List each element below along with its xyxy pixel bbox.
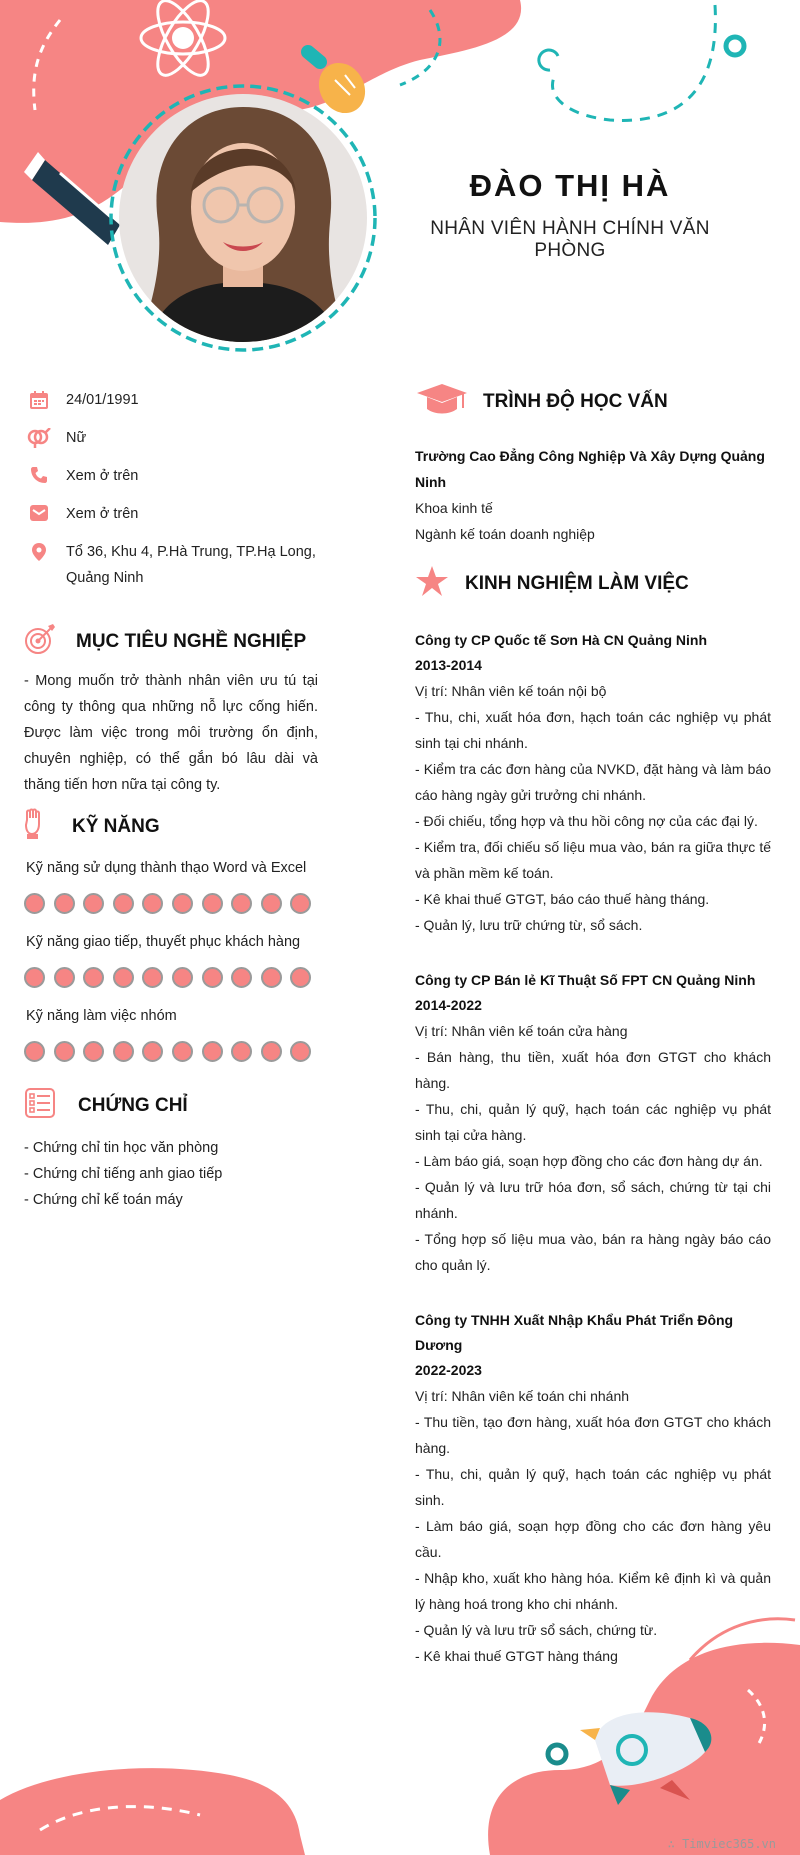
skill-dot [231, 967, 252, 988]
watermark-text: Timviec365.vn [682, 1837, 776, 1851]
skill-dot [172, 1041, 193, 1062]
skill-dot [261, 1041, 282, 1062]
info-phone [26, 466, 326, 490]
job-company: Công ty CP Bán lẻ Kĩ Thuật Số FPT CN Quảng Ninh [415, 972, 756, 988]
skill-dot [83, 893, 104, 914]
skill-rating-2 [24, 967, 320, 988]
address-text: Tổ 36, Khu 4, P.Hà Trung, TP.Hạ Long, Quảng Ninh [66, 544, 316, 586]
certificates-list [24, 1135, 324, 1213]
job-duty: - Đối chiếu, tổng hợp và thu hồi công nợ của các đại lý. [415, 813, 758, 829]
skills-title: KỸ NĂNG [72, 815, 160, 837]
avatar [118, 92, 368, 344]
raised-fist-icon [24, 808, 46, 845]
job-entry-2 [415, 968, 771, 1278]
job-position: Vị trí: Nhân viên kế toán nội bộ [415, 683, 607, 699]
job-duty: - Bán hàng, thu tiền, xuất hóa đơn GTGT cho khách hàng. [415, 1049, 771, 1091]
skill-dot [261, 967, 282, 988]
skill-dot [113, 893, 134, 914]
job-position: Vị trí: Nhân viên kế toán chi nhánh [415, 1388, 630, 1404]
skill-dot [290, 1041, 311, 1062]
certificate-item: - Chứng chỉ kế toán máy [24, 1192, 183, 1208]
education-block [415, 443, 785, 547]
job-years: 2013-2014 [415, 657, 482, 673]
dob-text: 24/01/1991 [66, 392, 139, 408]
info-email [26, 504, 326, 528]
info-dob [26, 390, 326, 414]
skill-dot [54, 893, 75, 914]
skill-label-3: Kỹ năng làm việc nhóm [26, 1008, 177, 1024]
skill-dot [231, 893, 252, 914]
job-duty: - Quản lý và lưu trữ sổ sách, chứng từ. [415, 1622, 658, 1638]
education-title: TRÌNH ĐỘ HỌC VẤN [483, 390, 668, 412]
location-pin-icon [26, 542, 52, 566]
certificate-item: - Chứng chỉ tiếng anh giao tiếp [24, 1166, 223, 1182]
job-duty: - Thu tiền, tạo đơn hàng, xuất hóa đơn GTGT cho khách hàng. [415, 1414, 771, 1456]
skill-dot [290, 893, 311, 914]
skill-dot [231, 1041, 252, 1062]
info-gender [26, 428, 326, 452]
skill-label-1: Kỹ năng sử dụng thành thạo Word và Excel [26, 860, 307, 876]
skill-dot [113, 1041, 134, 1062]
job-duty: - Quản lý và lưu trữ hóa đơn, sổ sách, chứng từ tại chi nhánh. [415, 1179, 771, 1221]
skill-dot [261, 893, 282, 914]
skill-dot [202, 967, 223, 988]
objective-heading [24, 623, 306, 660]
info-address [26, 542, 326, 591]
email-text: Xem ở trên [66, 506, 139, 522]
job-years: 2014-2022 [415, 997, 482, 1013]
skill-dot [172, 967, 193, 988]
job-position: Vị trí: Nhân viên kế toán cửa hàng [415, 1023, 628, 1039]
skill-dot [24, 893, 45, 914]
experience-title: KINH NGHIỆM LÀM VIỆC [465, 572, 689, 594]
target-icon [24, 623, 56, 660]
job-company: Công ty CP Quốc tế Sơn Hà CN Quảng Ninh [415, 632, 708, 648]
job-duty: - Làm báo giá, soạn hợp đồng cho các đơn hàng yêu cầu. [415, 1518, 771, 1560]
job-years: 2022-2023 [415, 1362, 482, 1378]
job-duty: - Kê khai thuế GTGT hàng tháng [415, 1648, 618, 1664]
candidate-name: ĐÀO THỊ HÀ [469, 168, 671, 203]
skill-dot [142, 1041, 163, 1062]
job-company: Công ty TNHH Xuất Nhập Khẩu Phát Triển Đông Dương [415, 1312, 734, 1353]
skill-rating-1 [24, 893, 320, 914]
graduation-cap-icon [415, 382, 469, 421]
job-duty: - Quản lý, lưu trữ chứng từ, sổ sách. [415, 917, 643, 933]
job-duty: - Kiểm tra các đơn hàng của NVKD, đặt hàng và làm báo cáo hàng ngày gửi trưởng chi nhánh. [415, 761, 771, 803]
email-icon [26, 504, 52, 528]
job-duty: - Thu, chi, quản lý quỹ, hạch toán các nghiệp vụ phát sinh. [415, 1466, 771, 1508]
skill-dot [54, 1041, 75, 1062]
skill-dot [54, 967, 75, 988]
skill-dot [83, 1041, 104, 1062]
phone-icon [26, 466, 52, 490]
star-icon [415, 565, 449, 602]
calendar-icon [26, 390, 52, 414]
job-duty: - Thu, chi, xuất hóa đơn, hạch toán các nghiệp vụ phát sinh tại chi nhánh. [415, 709, 771, 751]
job-duty: - Kiểm tra, đối chiếu số liệu mua vào, bán ra giữa thực tế và phần mềm kế toán. [415, 839, 771, 881]
objective-text: - Mong muốn trở thành nhân viên ưu tú tại công ty thông qua những nỗ lực cống hiến. Được làm việc trong môi trường ổn định, chuyên nghiệp, có thể gắn bó lâu dài và thăng tiến hơn nữa tại công ty. [24, 673, 318, 793]
education-heading [415, 382, 668, 421]
skills-heading [24, 808, 160, 845]
job-duty: - Nhập kho, xuất kho hàng hóa. Kiểm kê định kì và quản lý hàng hoá trong kho chi nhánh. [415, 1570, 771, 1612]
skill-rating-3 [24, 1041, 320, 1062]
phone-text: Xem ở trên [66, 468, 139, 484]
major: Ngành kế toán doanh nghiệp [415, 526, 595, 542]
checklist-icon [24, 1087, 56, 1124]
objective-title: MỤC TIÊU NGHỀ NGHIỆP [76, 630, 307, 652]
experience-heading [415, 565, 689, 602]
gender-text: Nữ [66, 430, 87, 446]
skill-dot [113, 967, 134, 988]
skill-label-2: Kỹ năng giao tiếp, thuyết phục khách hàng [26, 934, 301, 950]
certificates-title: CHỨNG CHỈ [78, 1094, 188, 1116]
gender-icon [26, 428, 52, 452]
certificates-heading [24, 1087, 188, 1124]
skill-dot [290, 967, 311, 988]
job-entry-1 [415, 628, 771, 938]
skill-dot [24, 967, 45, 988]
job-duty: - Kê khai thuế GTGT, báo cáo thuế hàng tháng. [415, 891, 710, 907]
watermark: ∴ Timviec365.vn [667, 1837, 776, 1851]
candidate-role: NHÂN VIÊN HÀNH CHÍNH VĂN PHÒNG [430, 218, 710, 261]
skill-dot [202, 893, 223, 914]
skill-dot [83, 967, 104, 988]
school-name: Trường Cao Đẳng Công Nghiệp Và Xây Dựng Quảng Ninh [415, 448, 765, 490]
skill-dot [142, 893, 163, 914]
job-duty: - Làm báo giá, soạn hợp đồng cho các đơn hàng dự án. [415, 1153, 763, 1169]
certificate-item: - Chứng chỉ tin học văn phòng [24, 1140, 219, 1156]
job-duty: - Tổng hợp số liệu mua vào, bán ra hàng ngày báo cáo cho quản lý. [415, 1231, 771, 1273]
job-duty: - Thu, chi, quản lý quỹ, hạch toán các nghiệp vụ phát sinh tại cửa hàng. [415, 1101, 771, 1143]
skill-dot [202, 1041, 223, 1062]
faculty: Khoa kinh tế [415, 500, 493, 516]
skill-dot [172, 893, 193, 914]
skill-dot [142, 967, 163, 988]
skill-dot [24, 1041, 45, 1062]
job-entry-3 [415, 1308, 771, 1669]
